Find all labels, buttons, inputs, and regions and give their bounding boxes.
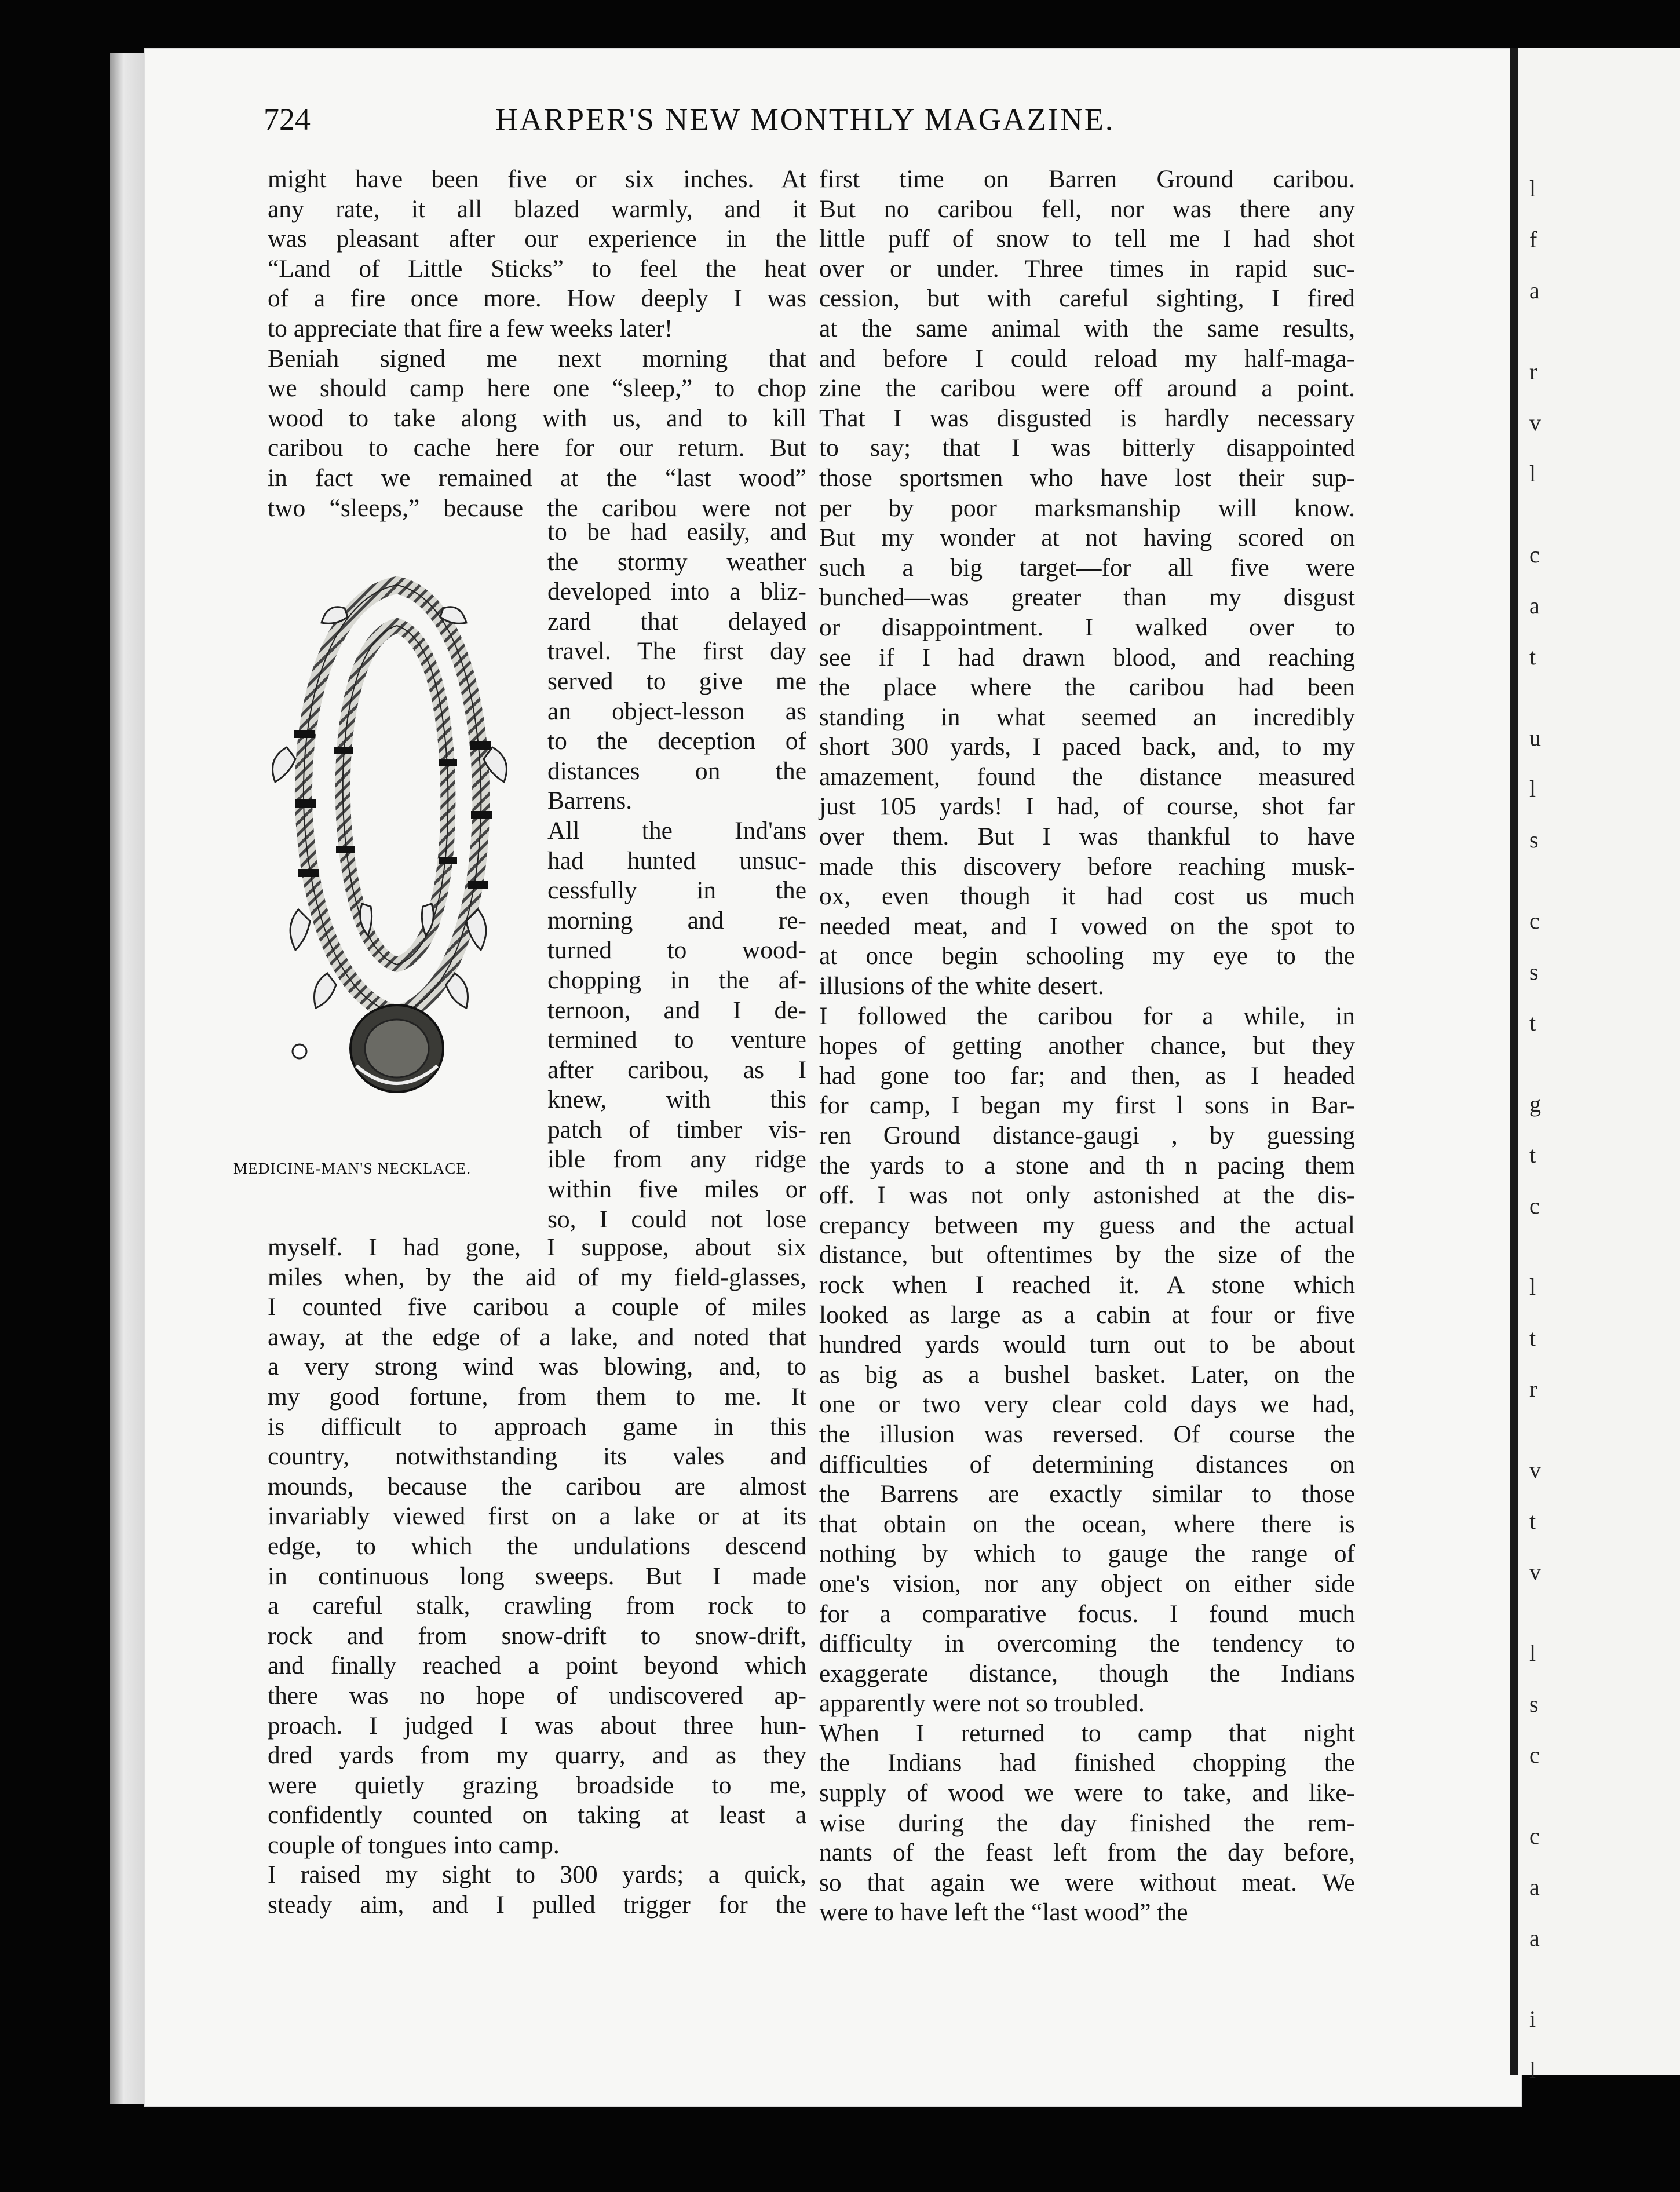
text-line: I counted five caribou a couple of miles: [268, 1293, 806, 1321]
text-line: needed meat, and I vowed on the spot to: [819, 912, 1355, 940]
text-line: those sportsmen who have lost their sup-: [819, 463, 1355, 492]
text-line: developed into a bliz-: [547, 578, 806, 606]
text-line: as big as a bushel basket. Later, on the: [819, 1360, 1355, 1389]
text-line: made this discovery before reaching musk-: [819, 852, 1355, 881]
column-right: [819, 165, 1355, 1931]
text-line: first time on Barren Ground caribou.: [819, 165, 1355, 193]
adjacent-page-text: [1529, 174, 1553, 2083]
text-line: just 105 yards! I had, of course, shot far: [819, 792, 1355, 821]
text-line: zard that delayed: [547, 607, 806, 635]
adjacent-page-fragment: f: [1529, 226, 1537, 253]
text-line: over or under. Three times in rapid suc-: [819, 254, 1355, 283]
text-line: had gone too far; and then, as I headed: [819, 1061, 1355, 1090]
text-line: served to give me: [547, 667, 806, 695]
adjacent-page-fragment: v: [1529, 410, 1541, 436]
text-line: off. I was not only astonished at the dis-: [819, 1181, 1355, 1210]
text-line: away, at the edge of a lake, and noted that: [268, 1322, 806, 1351]
text-line: apparently were not so troubled.: [819, 1689, 1145, 1718]
text-line: travel. The first day: [547, 637, 806, 666]
page-header: [264, 101, 1353, 148]
necklace-illustration: [264, 556, 530, 1170]
text-line: miles when, by the aid of my field-glasses,: [268, 1263, 806, 1291]
adjacent-page-fragment: c: [1529, 908, 1540, 934]
text-line: distance, but oftentimes by the size of the: [819, 1241, 1355, 1269]
adjacent-page-fragment: c: [1529, 1742, 1540, 1768]
adjacent-page-fragment: s: [1529, 827, 1539, 853]
text-line: cession, but with careful sighting, I fired: [819, 284, 1355, 313]
adjacent-page-fragment: r: [1529, 359, 1537, 385]
page-number: 724: [264, 102, 311, 137]
text-line: for camp, I began my first l sons in Bar-: [819, 1091, 1355, 1120]
text-line: ternoon, and I de-: [547, 996, 806, 1024]
text-line: exaggerate distance, though the Indians: [819, 1659, 1355, 1687]
text-line: steady aim, and I pulled trigger for the: [268, 1891, 806, 1919]
text-line: difficulty in overcoming the tendency to: [819, 1630, 1355, 1658]
text-line: But my wonder at not having scored on: [819, 524, 1355, 552]
text-line: illusions of the white desert.: [819, 972, 1104, 1000]
text-line: country, notwithstanding its vales and: [268, 1442, 806, 1471]
text-line: one's vision, nor any object on either side: [819, 1569, 1355, 1598]
adjacent-page-fragment: t: [1529, 644, 1536, 670]
text-line: any rate, it all blazed warmly, and it: [268, 195, 806, 223]
text-line: That I was disgusted is hardly necessary: [819, 404, 1355, 432]
text-line: over them. But I was thankful to have: [819, 823, 1355, 851]
text-line: hopes of getting another chance, but they: [819, 1032, 1355, 1060]
text-line: in continuous long sweeps. But I made: [268, 1562, 806, 1590]
adjacent-page-fragment: r: [1529, 1376, 1537, 1402]
text-line: caribou to cache here for our return. But: [268, 434, 806, 462]
adjacent-page-fragment: t: [1529, 1010, 1536, 1036]
page-edge-shadow: [110, 53, 144, 2104]
text-line: hundred yards would turn out to be about: [819, 1331, 1355, 1359]
adjacent-page-fragment: g: [1529, 1091, 1541, 1117]
adjacent-page-fragment: c: [1529, 542, 1540, 568]
text-line: patch of timber vis-: [547, 1115, 806, 1144]
text-line: dred yards from my quarry, and as they: [268, 1741, 806, 1770]
text-line: supply of wood we were to take, and like-: [819, 1779, 1355, 1807]
text-line: I followed the caribou for a while, in: [819, 1002, 1355, 1030]
adjacent-page-fragment: a: [1529, 277, 1540, 304]
adjacent-page-fragment: s: [1529, 959, 1539, 985]
text-line: couple of tongues into camp.: [268, 1831, 560, 1859]
text-line: were quietly grazing broadside to me,: [268, 1771, 806, 1799]
text-line: But no caribou fell, nor was there any: [819, 195, 1355, 223]
text-line: two “sleeps,” because the caribou were not: [268, 494, 806, 522]
adjacent-page-fragment: l: [1529, 1640, 1536, 1666]
text-line: rock when I reached it. A stone which: [819, 1270, 1355, 1299]
text-line: were to have left the “last wood” the: [819, 1898, 1188, 1927]
text-line: in fact we remained at the “last wood”: [268, 463, 806, 492]
text-line: after caribou, as I: [547, 1055, 806, 1084]
text-line: nants of the feast left from the day before,: [819, 1839, 1355, 1867]
column-left-wrap: [547, 517, 806, 1233]
text-line: so that again we were without meat. We: [819, 1868, 1355, 1897]
text-line: looked as large as a cabin at four or five: [819, 1300, 1355, 1329]
text-line: to be had easily, and: [547, 518, 806, 546]
text-line: distances on the: [547, 757, 806, 785]
text-line: the Barrens are exactly similar to those: [819, 1480, 1355, 1508]
text-line: short 300 yards, I paced back, and, to my: [819, 733, 1355, 761]
column-left-top: [268, 165, 806, 522]
text-line: confidently counted on taking at least a: [268, 1801, 806, 1829]
figure-caption: MEDICINE-MAN'S NECKLACE.: [233, 1160, 472, 1177]
adjacent-page-fragment: c: [1529, 1193, 1540, 1219]
text-line: to appreciate that fire a few weeks later!: [268, 314, 673, 342]
adjacent-page-fragment: l: [1529, 1274, 1536, 1300]
adjacent-page-fragment: l: [1529, 2057, 1536, 2083]
adjacent-page-fragment: u: [1529, 725, 1541, 751]
text-line: ible from any ridge: [547, 1145, 806, 1174]
text-line: a careful stalk, crawling from rock to: [268, 1592, 806, 1620]
text-line: When I returned to camp that night: [819, 1719, 1355, 1747]
text-line: amazement, found the distance measured: [819, 762, 1355, 791]
text-line: for a comparative focus. I found much: [819, 1599, 1355, 1628]
adjacent-page-fragment: a: [1529, 1925, 1540, 1951]
adjacent-page-fragment: v: [1529, 1457, 1541, 1483]
text-line: knew, with this: [547, 1086, 806, 1114]
text-line: cessfully in the: [547, 876, 806, 905]
text-line: little puff of snow to tell me I had shot: [819, 225, 1355, 253]
text-line: at the same animal with the same results,: [819, 314, 1355, 342]
text-line: so, I could not lose: [547, 1205, 806, 1233]
text-line: difficulties of determining distances on: [819, 1450, 1355, 1478]
text-line: edge, to which the undulations descend: [268, 1532, 806, 1560]
text-line: per by poor marksmanship will know.: [819, 494, 1355, 522]
text-line: my good fortune, from them to me. It: [268, 1382, 806, 1411]
text-line: to say; that I was bitterly disappointed: [819, 434, 1355, 462]
text-line: standing in what seemed an incredibly: [819, 703, 1355, 731]
text-line: mounds, because the caribou are almost: [268, 1472, 806, 1500]
text-line: Beniah signed me next morning that: [268, 344, 806, 372]
text-line: is difficult to approach game in this: [268, 1412, 806, 1441]
text-line: of a fire once more. How deeply I was: [268, 284, 806, 313]
text-line: that obtain on the ocean, where there is: [819, 1510, 1355, 1538]
text-line: turned to wood-: [547, 936, 806, 965]
text-line: such a big target—for all five were: [819, 553, 1355, 582]
adjacent-page-fragment: s: [1529, 1691, 1539, 1717]
text-line: within five miles or: [547, 1175, 806, 1204]
text-line: was pleasant after our experience in the: [268, 225, 806, 253]
adjacent-page-fragment: t: [1529, 1325, 1536, 1351]
text-line: ox, even though it had cost us much: [819, 882, 1355, 911]
text-line: termined to venture: [547, 1026, 806, 1054]
adjacent-page-fragment: t: [1529, 1142, 1536, 1168]
text-line: the stormy weather: [547, 547, 806, 576]
text-line: at once begin schooling my eye to the: [819, 942, 1355, 970]
adjacent-page-fragment: a: [1529, 1874, 1540, 1900]
column-left-bottom: [268, 1233, 806, 1928]
text-line: I raised my sight to 300 yards; a quick,: [268, 1861, 806, 1889]
text-line: nothing by which to gauge the range of: [819, 1540, 1355, 1568]
running-title: HARPER'S NEW MONTHLY MAGAZINE.: [495, 102, 1115, 137]
text-line: the Indians had finished chopping the: [819, 1749, 1355, 1777]
adjacent-page-fragment: a: [1529, 593, 1540, 619]
text-line: myself. I had gone, I suppose, about six: [268, 1233, 806, 1261]
text-line: had hunted unsuc-: [547, 846, 806, 875]
adjacent-page-fragment: l: [1529, 461, 1536, 487]
text-line: “Land of Little Sticks” to feel the heat: [268, 254, 806, 283]
text-line: there was no hope of undiscovered ap-: [268, 1681, 806, 1709]
text-line: Barrens.: [547, 787, 633, 815]
text-line: and finally reached a point beyond which: [268, 1652, 806, 1680]
text-line: bunched—was greater than my disgust: [819, 583, 1355, 612]
text-line: the place where the caribou had been: [819, 673, 1355, 702]
adjacent-page-fragment: i: [1529, 2006, 1536, 2032]
text-line: wise during the day finished the rem-: [819, 1809, 1355, 1837]
text-line: one or two very clear cold days we had,: [819, 1390, 1355, 1419]
text-line: crepancy between my guess and the actual: [819, 1211, 1355, 1239]
text-line: an object-lesson as: [547, 697, 806, 725]
necklace-drawing: [264, 556, 530, 1170]
text-line: and before I could reload my half-maga-: [819, 344, 1355, 372]
text-line: invariably viewed first on a lake or at its: [268, 1502, 806, 1530]
text-line: might have been five or six inches. At: [268, 165, 806, 193]
text-line: zine the caribou were off around a point.: [819, 374, 1355, 403]
text-line: proach. I judged I was about three hun-: [268, 1711, 806, 1740]
text-line: the illusion was reversed. Of course the: [819, 1420, 1355, 1448]
text-line: a very strong wind was blowing, and, to: [268, 1353, 806, 1381]
text-line: chopping in the af-: [547, 966, 806, 994]
text-line: morning and re-: [547, 906, 806, 934]
adjacent-page-fragment: t: [1529, 1508, 1536, 1534]
text-line: ren Ground distance-gaugi , by guessing: [819, 1121, 1355, 1149]
text-line: All the Ind'ans: [547, 816, 806, 845]
text-line: the yards to a stone and th n pacing them: [819, 1151, 1355, 1179]
text-line: see if I had drawn blood, and reaching: [819, 643, 1355, 671]
page-gutter: [1510, 48, 1518, 2075]
text-line: to the deception of: [547, 727, 806, 755]
adjacent-page-fragment: c: [1529, 1823, 1540, 1849]
adjacent-page-fragment: l: [1529, 176, 1536, 202]
text-line: or disappointment. I walked over to: [819, 613, 1355, 641]
text-line: rock and from snow-drift to snow-drift,: [268, 1621, 806, 1650]
text-line: wood to take along with us, and to kill: [268, 404, 806, 432]
adjacent-page-fragment: v: [1529, 1559, 1541, 1585]
text-line: we should camp here one “sleep,” to chop: [268, 374, 806, 403]
adjacent-page-fragment: l: [1529, 776, 1536, 802]
